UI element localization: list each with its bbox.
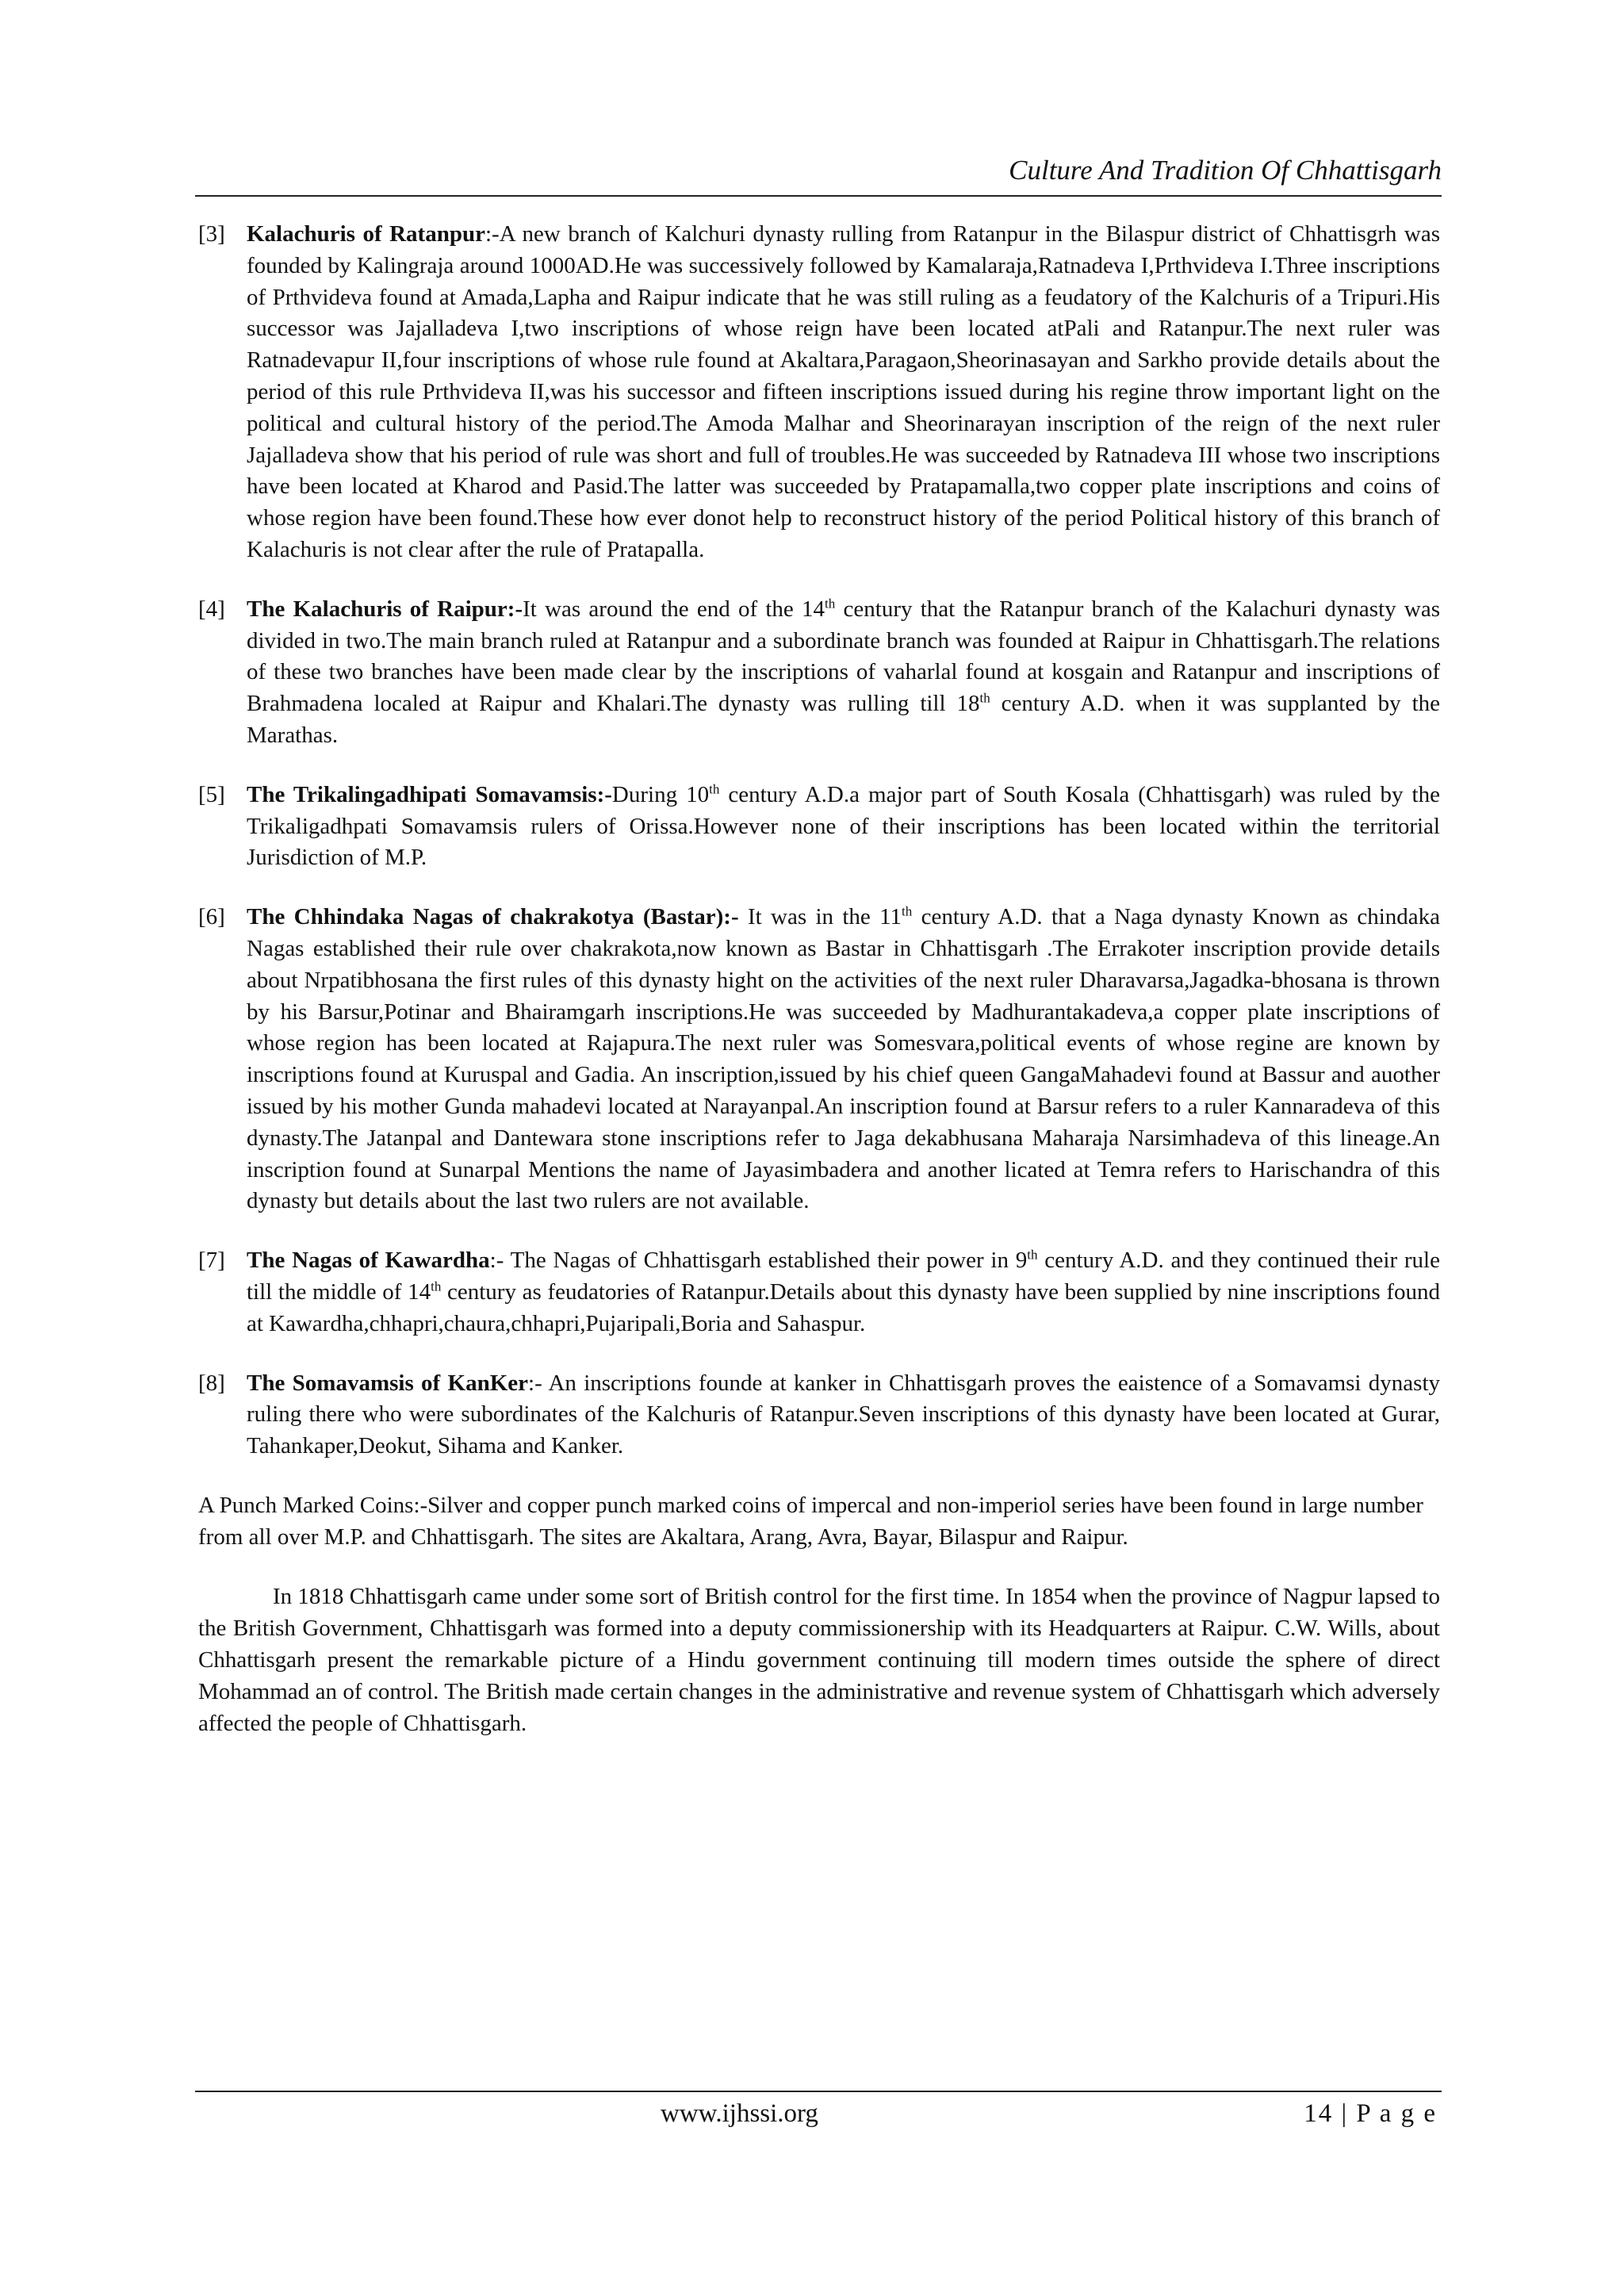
- footer-divider: [195, 2091, 1442, 2092]
- entry-text: :- An inscriptions founde at kanker in Chhattisgarh proves the eaistence of a Somavamsi dynasty ruling there who were subordinates of the Kalchuris of Ratanpur.Seven inscriptions of this dynasty have been located at Gurar, Tahankaper,Deokut, Sihama and Kanker.: [247, 1370, 1441, 1459]
- entry-number: [4]: [198, 596, 225, 622]
- entry-number: [5]: [198, 781, 225, 807]
- entry-nagas-kawardha: [198, 1245, 1440, 1340]
- superscript: th: [709, 781, 720, 797]
- entry-heading: The Trikalingadhipati Somavamsis:-: [247, 781, 612, 807]
- entry-body: [247, 902, 1440, 1217]
- superscript: th: [902, 903, 913, 919]
- entry-heading: The Nagas of Kawardha: [247, 1248, 490, 1274]
- running-header-title: Culture And Tradition Of Chhattisgarh: [1009, 155, 1442, 186]
- entry-text: It was in the 11: [738, 904, 902, 930]
- footer-page-number: 14 | P a g e: [1304, 2099, 1437, 2128]
- entry-text: century that the Ratanpur branch of the Kalachuri dynasty was divided in two.The main branch ruled at Ratanpur and a subordinate branch was founded at Raipur in Chhattisgarh.The relations of these two branches have been made clear by the inscriptions of vaharlal found at kosgain and Ratanpur and inscriptions of Brahmadena localed at Raipur and Khalari.The dynasty was rulling till 18: [247, 596, 1440, 717]
- header-divider: [195, 195, 1442, 197]
- entry-body: [247, 219, 1440, 566]
- entry-somavamsis-kanker: [198, 1368, 1440, 1462]
- entry-body: [247, 1368, 1440, 1462]
- superscript: th: [825, 596, 836, 611]
- entry-number: [3]: [198, 221, 225, 247]
- entry-text: :-A new branch of Kalchuri dynasty rulling from Ratanpur in the Bilaspur district of Chhattisgrh was founded by Kalingraja around 1000AD.He was successively followed by Kamalaraja,Ratnadeva I,Prthvideva I.Three inscriptions of Prthvideva found at Amada,Lapha and Raipur indicate that he was still ruling as a feudatory of the Kalchuris of a Tripuri.His successor was Jajalladeva I,two inscriptions of whose reign have been located atPali and Ratanpur.The next ruler was Ratnadevapur II,four inscriptions of whose rule found at Akaltara,Paragaon,Sheorinasayan and Sarkho provide details about the period of this rule Prthvideva II,was his successor and fifteen inscriptions issued during his regine throw important light on the political and cultural history of the period.The Amoda Malhar and Sheorinarayan inscription of the reign of the next ruler Jajalladeva show that his period of rule was short and full of troubles.He was succeeded by Ratnadeva III whose two inscriptions have been located at Kharod and Pasid.The latter was succeeded by Pratapamalla,two copper plate inscriptions and coins of whose region have been found.These how ever donot help to reconstruct history of the period Political history of this branch of Kalachuris is not clear after the rule of Pratapalla.: [247, 221, 1440, 562]
- british-control-paragraph: In 1818 Chhattisgarh came under some sort of British control for the first time. In 1854 when the province of Nagpur lapsed to the British Government, Chhattisgarh was formed into a deputy commissionership with its Headquarters at Raipur. C.W. Wills, about Chhattisgarh present the remarkable picture of a Hindu government continuing till modern times outside the sphere of direct Mohammad an of control. The British made certain changes in the administrative and revenue system of Chhattisgarh which adversely affected the people of Chhattisgarh.: [198, 1584, 1440, 1736]
- entry-number: [7]: [198, 1248, 225, 1274]
- entry-text: century A.D. that a Naga dynasty Known as chindaka Nagas established their rule over chakrakota,now known as Bastar in Chhattisgarh .The Errakoter inscription provide details about Nrpatibhosana the first rules of this dynasty hight on the activities of the next ruler Dharavarsa,Jagadka-bhosana is thrown by his Barsur,Potinar and Bhairamgarh inscriptions.He was succeeded by Madhurantakadeva,a copper plate inscriptions of whose region has been located at Rajapura.The next ruler was Somesvara,political events of whose regine are known by inscriptions found at Kuruspal and Gadia. An inscription,issued by his chief queen GangaMahadevi found at Bassur and auother issued by his mother Gunda mahadevi located at Narayanpal.An inscription found at Barsur refers to a ruler Kannaradeva of this dynasty.The Jatanpal and Dantewara stone inscriptions refer to Jaga dekabhusana Maharaja Narsimhadeva of this lineage.An inscription found at Sunarpal Mentions the name of Jayasimbadera and another licated at Temra refers to Harischandra of this dynasty but details about the last two rulers are not available.: [247, 904, 1440, 1214]
- entry-kalachuris-raipur: [198, 594, 1440, 752]
- entry-heading: The Kalachuris of Raipur:-: [247, 596, 523, 622]
- superscript: th: [431, 1278, 442, 1294]
- page-content: [198, 219, 1440, 1768]
- entry-text: century A.D. when it was supplanted by the Marathas.: [247, 691, 1441, 748]
- superscript: th: [979, 690, 990, 706]
- entry-body: [247, 780, 1440, 874]
- entry-kalachuris-ratanpur: [198, 219, 1440, 566]
- entry-text: century as feudatories of Ratanpur.Details about this dynasty have been supplied by nine inscriptions found at Kawardha,chhapri,chaura,chhapri,Pujaripali,Boria and Sahaspur.: [247, 1278, 1440, 1336]
- entry-body: [247, 1245, 1440, 1340]
- coins-paragraph: A Punch Marked Coins:-Silver and copper punch marked coins of impercal and non-imperiol series have been found in large number from all over M.P. and Chhattisgarh. The sites are Akaltara, Arang, Avra, Bayar, Bilaspur and Raipur.: [198, 1492, 1423, 1550]
- entry-text: century A.D.a major part of South Kosala (Chhattisgarh) was ruled by the Trikaligadhpati Somavamsis rulers of Orissa.However none of their inscriptions has been located within the territorial Jurisdiction of M.P.: [247, 781, 1440, 871]
- entry-body: [247, 594, 1440, 752]
- entry-chhindaka-nagas: [198, 902, 1440, 1217]
- entry-text: During 10: [611, 781, 710, 807]
- entry-text: :- The Nagas of Chhattisgarh established their power in 9: [489, 1248, 1028, 1274]
- entry-trikalingadhipati-somavamsis: [198, 780, 1440, 874]
- entry-number: [8]: [198, 1370, 225, 1396]
- entry-text: century A.D. and they continued their rule till the middle of 14: [247, 1248, 1440, 1305]
- entry-heading: The Chhindaka Nagas of chakrakotya (Bastar):-: [247, 904, 739, 930]
- entry-heading: The Somavamsis of KanKer: [247, 1370, 529, 1396]
- entry-heading: Kalachuris of Ratanpur: [247, 221, 485, 247]
- entry-text: It was around the end of the 14: [523, 596, 825, 622]
- superscript: th: [1027, 1247, 1038, 1263]
- entry-number: [6]: [198, 904, 225, 930]
- footer-url: www.ijhssi.org: [661, 2099, 818, 2128]
